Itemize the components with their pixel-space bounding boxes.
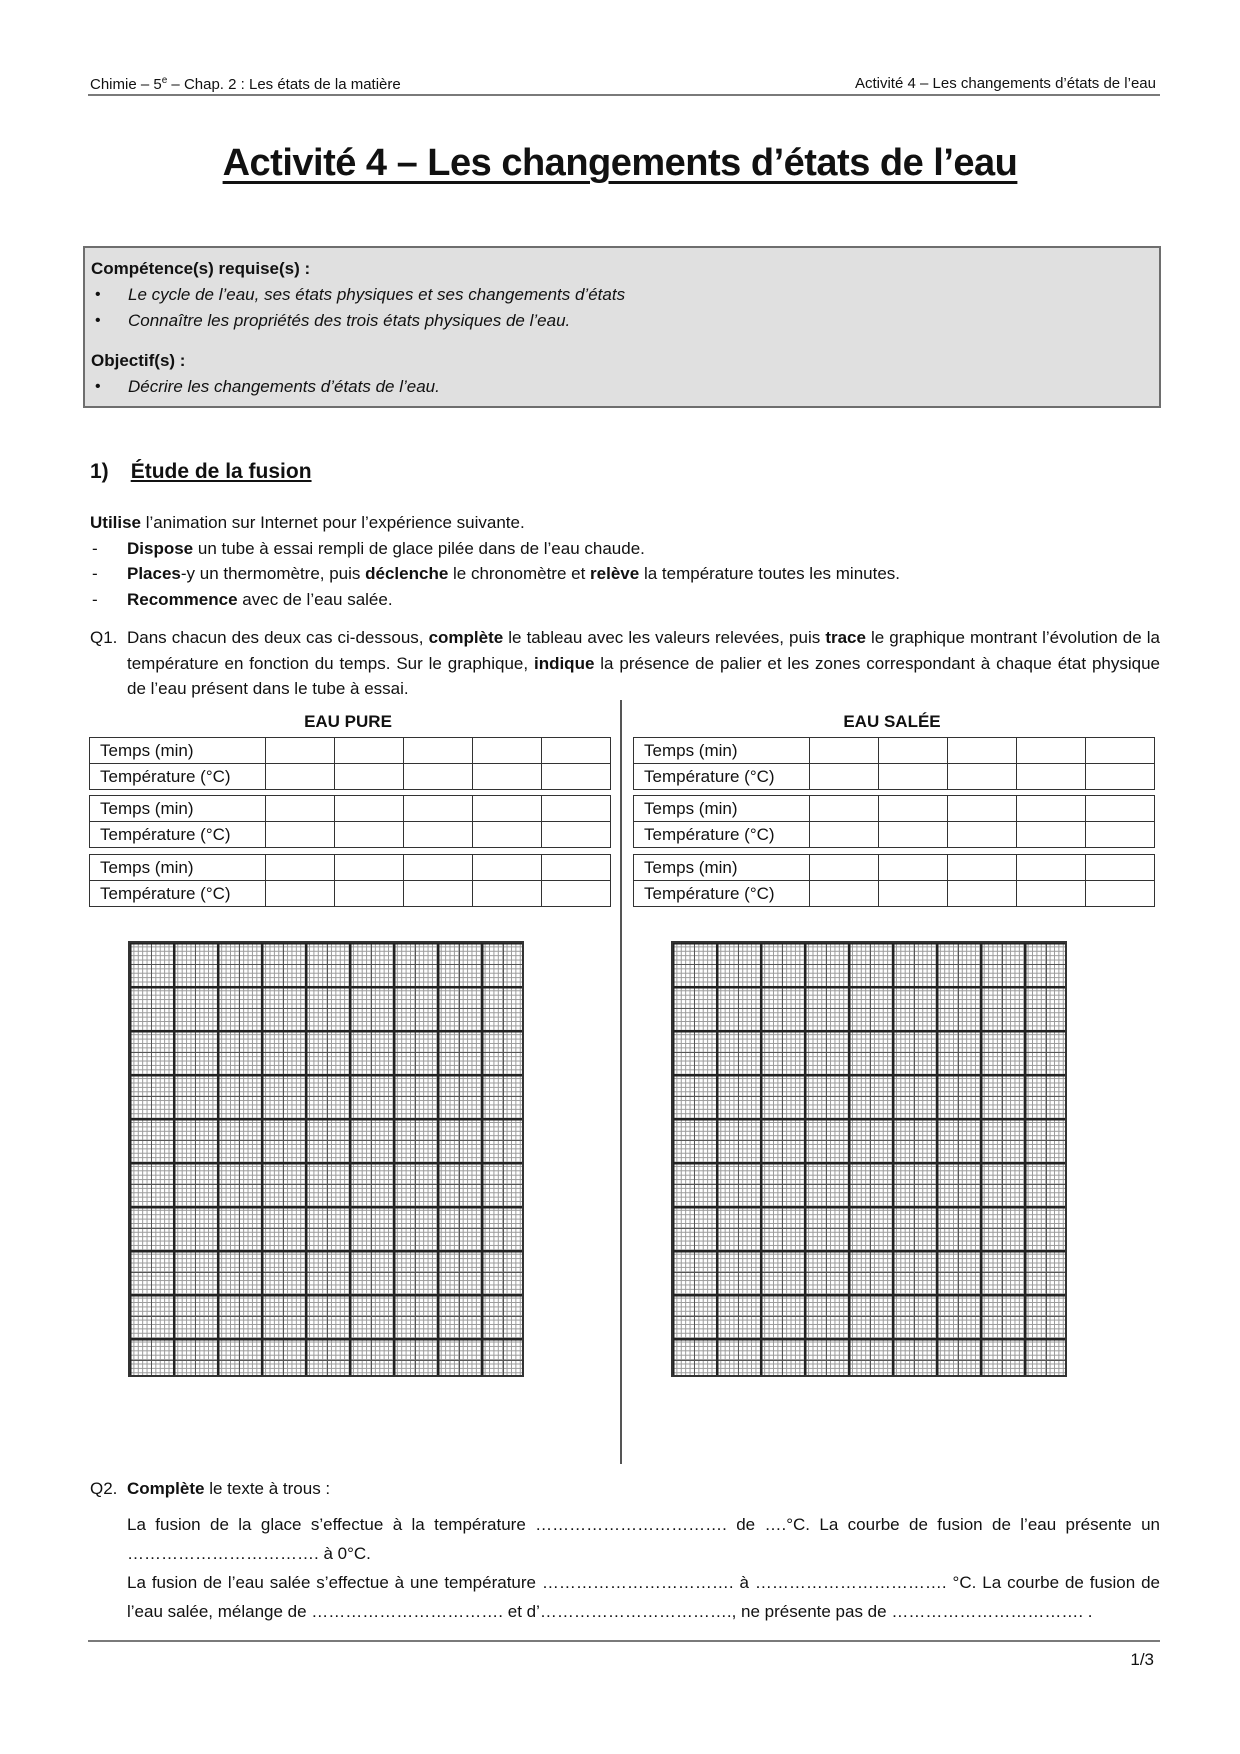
question-1 bbox=[90, 625, 1160, 702]
value-cell[interactable] bbox=[473, 796, 542, 822]
value-cell[interactable] bbox=[473, 855, 542, 881]
value-cell[interactable] bbox=[404, 738, 473, 764]
question-2 bbox=[90, 1476, 1160, 1626]
value-cell[interactable] bbox=[542, 796, 611, 822]
step-item: - Places-y un thermomètre, puis déclenche le chronomètre et relève la température toutes les minutes. bbox=[90, 561, 1160, 587]
value-cell[interactable] bbox=[810, 738, 879, 764]
page-number: 1/3 bbox=[1130, 1650, 1154, 1669]
value-cell[interactable] bbox=[335, 855, 404, 881]
measurement-table-salee-2 bbox=[633, 795, 1155, 848]
table-row: Température (°C) bbox=[90, 764, 611, 790]
objectif-item: • Décrire les changements d’états de l’eau. bbox=[91, 374, 1153, 400]
measurement-table-pure-2 bbox=[89, 795, 611, 848]
value-cell[interactable] bbox=[1017, 881, 1086, 907]
graph-paper-salee[interactable] bbox=[671, 941, 1067, 1377]
value-cell[interactable] bbox=[473, 738, 542, 764]
value-cell[interactable] bbox=[1017, 764, 1086, 790]
header-right: Activité 4 – Les changements d’états de l’eau bbox=[854, 75, 1156, 92]
table-row: Température (°C) bbox=[90, 881, 611, 907]
value-cell[interactable] bbox=[542, 881, 611, 907]
value-cell[interactable] bbox=[879, 881, 948, 907]
value-cell[interactable] bbox=[1017, 738, 1086, 764]
value-cell[interactable] bbox=[879, 796, 948, 822]
value-cell[interactable] bbox=[1086, 855, 1155, 881]
value-cell[interactable] bbox=[1017, 855, 1086, 881]
value-cell[interactable] bbox=[948, 796, 1017, 822]
value-cell[interactable] bbox=[335, 764, 404, 790]
question-number: Q2. bbox=[90, 1479, 118, 1498]
value-cell[interactable] bbox=[879, 822, 948, 848]
value-cell[interactable] bbox=[266, 796, 335, 822]
value-cell[interactable] bbox=[473, 881, 542, 907]
question-text: Dans chacun des deux cas ci-dessous, complète le tableau avec les valeurs relevées, puis trace le graphique montrant l’évolution de la température en fonction du temps. Sur le graphique, indique la présence de palier et les zones correspondant à chaque état physique de l’eau présent dans le tube à essai. bbox=[127, 628, 1161, 698]
page-title: Activité 4 – Les changements d’états de l’eau bbox=[222, 142, 1018, 184]
step-item: - Recommence avec de l’eau salée. bbox=[90, 587, 1160, 613]
value-cell[interactable] bbox=[335, 881, 404, 907]
value-cell[interactable] bbox=[948, 855, 1017, 881]
question-number: Q1. bbox=[90, 628, 118, 647]
table-row: Temps (min) bbox=[634, 855, 1155, 881]
value-cell[interactable] bbox=[1017, 796, 1086, 822]
fill-in-paragraph-1[interactable]: La fusion de la glace s’effectue à la température ……………………………. de ….°C. La courbe de fusion de l’eau présente un ……………………………. à 0°C. bbox=[127, 1514, 1160, 1563]
value-cell[interactable] bbox=[542, 764, 611, 790]
value-cell[interactable] bbox=[266, 855, 335, 881]
value-cell[interactable] bbox=[266, 881, 335, 907]
value-cell[interactable] bbox=[1086, 738, 1155, 764]
table-row: Temps (min) bbox=[90, 796, 611, 822]
value-cell[interactable] bbox=[542, 822, 611, 848]
table-row: Température (°C) bbox=[634, 881, 1155, 907]
value-cell[interactable] bbox=[542, 738, 611, 764]
value-cell[interactable] bbox=[404, 796, 473, 822]
value-cell[interactable] bbox=[1086, 822, 1155, 848]
value-cell[interactable] bbox=[1086, 881, 1155, 907]
value-cell[interactable] bbox=[335, 822, 404, 848]
table-title-salee: EAU SALÉE bbox=[843, 712, 941, 731]
value-cell[interactable] bbox=[810, 822, 879, 848]
value-cell[interactable] bbox=[810, 796, 879, 822]
value-cell[interactable] bbox=[266, 822, 335, 848]
table-row: Temps (min) bbox=[634, 796, 1155, 822]
value-cell[interactable] bbox=[1086, 796, 1155, 822]
value-cell[interactable] bbox=[473, 764, 542, 790]
objectifs-label: Objectif(s) : bbox=[91, 351, 186, 370]
measurement-table-pure-3 bbox=[89, 854, 611, 907]
header-left: Chimie – 5e – Chap. 2 : Les états de la matière bbox=[90, 75, 401, 93]
table-row: Temps (min) bbox=[90, 855, 611, 881]
value-cell[interactable] bbox=[404, 855, 473, 881]
instructions bbox=[90, 510, 1160, 612]
competences-box bbox=[83, 246, 1161, 408]
value-cell[interactable] bbox=[948, 881, 1017, 907]
value-cell[interactable] bbox=[879, 855, 948, 881]
value-cell[interactable] bbox=[404, 822, 473, 848]
value-cell[interactable] bbox=[542, 855, 611, 881]
measurement-table-pure-1 bbox=[89, 737, 611, 790]
value-cell[interactable] bbox=[335, 796, 404, 822]
value-cell[interactable] bbox=[1017, 822, 1086, 848]
value-cell[interactable] bbox=[266, 738, 335, 764]
value-cell[interactable] bbox=[1086, 764, 1155, 790]
competences-label: Compétence(s) requise(s) : bbox=[91, 259, 311, 278]
value-cell[interactable] bbox=[404, 764, 473, 790]
value-cell[interactable] bbox=[810, 855, 879, 881]
competence-item: • Le cycle de l’eau, ses états physiques et ses changements d’états bbox=[91, 282, 1153, 308]
table-row: Temps (min) bbox=[90, 738, 611, 764]
value-cell[interactable] bbox=[404, 881, 473, 907]
column-divider bbox=[620, 700, 622, 1464]
measurement-table-salee-3 bbox=[633, 854, 1155, 907]
value-cell[interactable] bbox=[879, 738, 948, 764]
value-cell[interactable] bbox=[879, 764, 948, 790]
competence-item: • Connaître les propriétés des trois états physiques de l’eau. bbox=[91, 308, 1153, 334]
table-row: Temps (min) bbox=[634, 738, 1155, 764]
graph-paper-pure[interactable] bbox=[128, 941, 524, 1377]
table-row: Température (°C) bbox=[634, 764, 1155, 790]
section-heading: 1) Étude de la fusion bbox=[90, 460, 312, 483]
value-cell[interactable] bbox=[335, 738, 404, 764]
question-text: Complète le texte à trous : bbox=[127, 1479, 331, 1498]
table-row: Température (°C) bbox=[634, 822, 1155, 848]
value-cell[interactable] bbox=[810, 881, 879, 907]
measurement-table-salee-1 bbox=[633, 737, 1155, 790]
footer-rule bbox=[88, 1640, 1160, 1642]
value-cell[interactable] bbox=[948, 738, 1017, 764]
table-row: Température (°C) bbox=[90, 822, 611, 848]
fill-in-paragraph-2[interactable]: La fusion de l’eau salée s’effectue à une température ……………………………. à ……………………………. °C. La courbe de fusion de l’eau salée, mélange de ……………………………. et d’……………………………., ne présente pas de ……………………………. . bbox=[127, 1572, 1160, 1621]
step-item: - Dispose un tube à essai rempli de glace pilée dans de l’eau chaude. bbox=[90, 536, 1160, 562]
value-cell[interactable] bbox=[473, 822, 542, 848]
table-title-pure: EAU PURE bbox=[304, 712, 392, 731]
page-header bbox=[88, 66, 1160, 96]
intro-line: Utilise l’animation sur Internet pour l’expérience suivante. bbox=[90, 513, 525, 532]
value-cell[interactable] bbox=[948, 764, 1017, 790]
value-cell[interactable] bbox=[810, 764, 879, 790]
value-cell[interactable] bbox=[948, 822, 1017, 848]
value-cell[interactable] bbox=[266, 764, 335, 790]
